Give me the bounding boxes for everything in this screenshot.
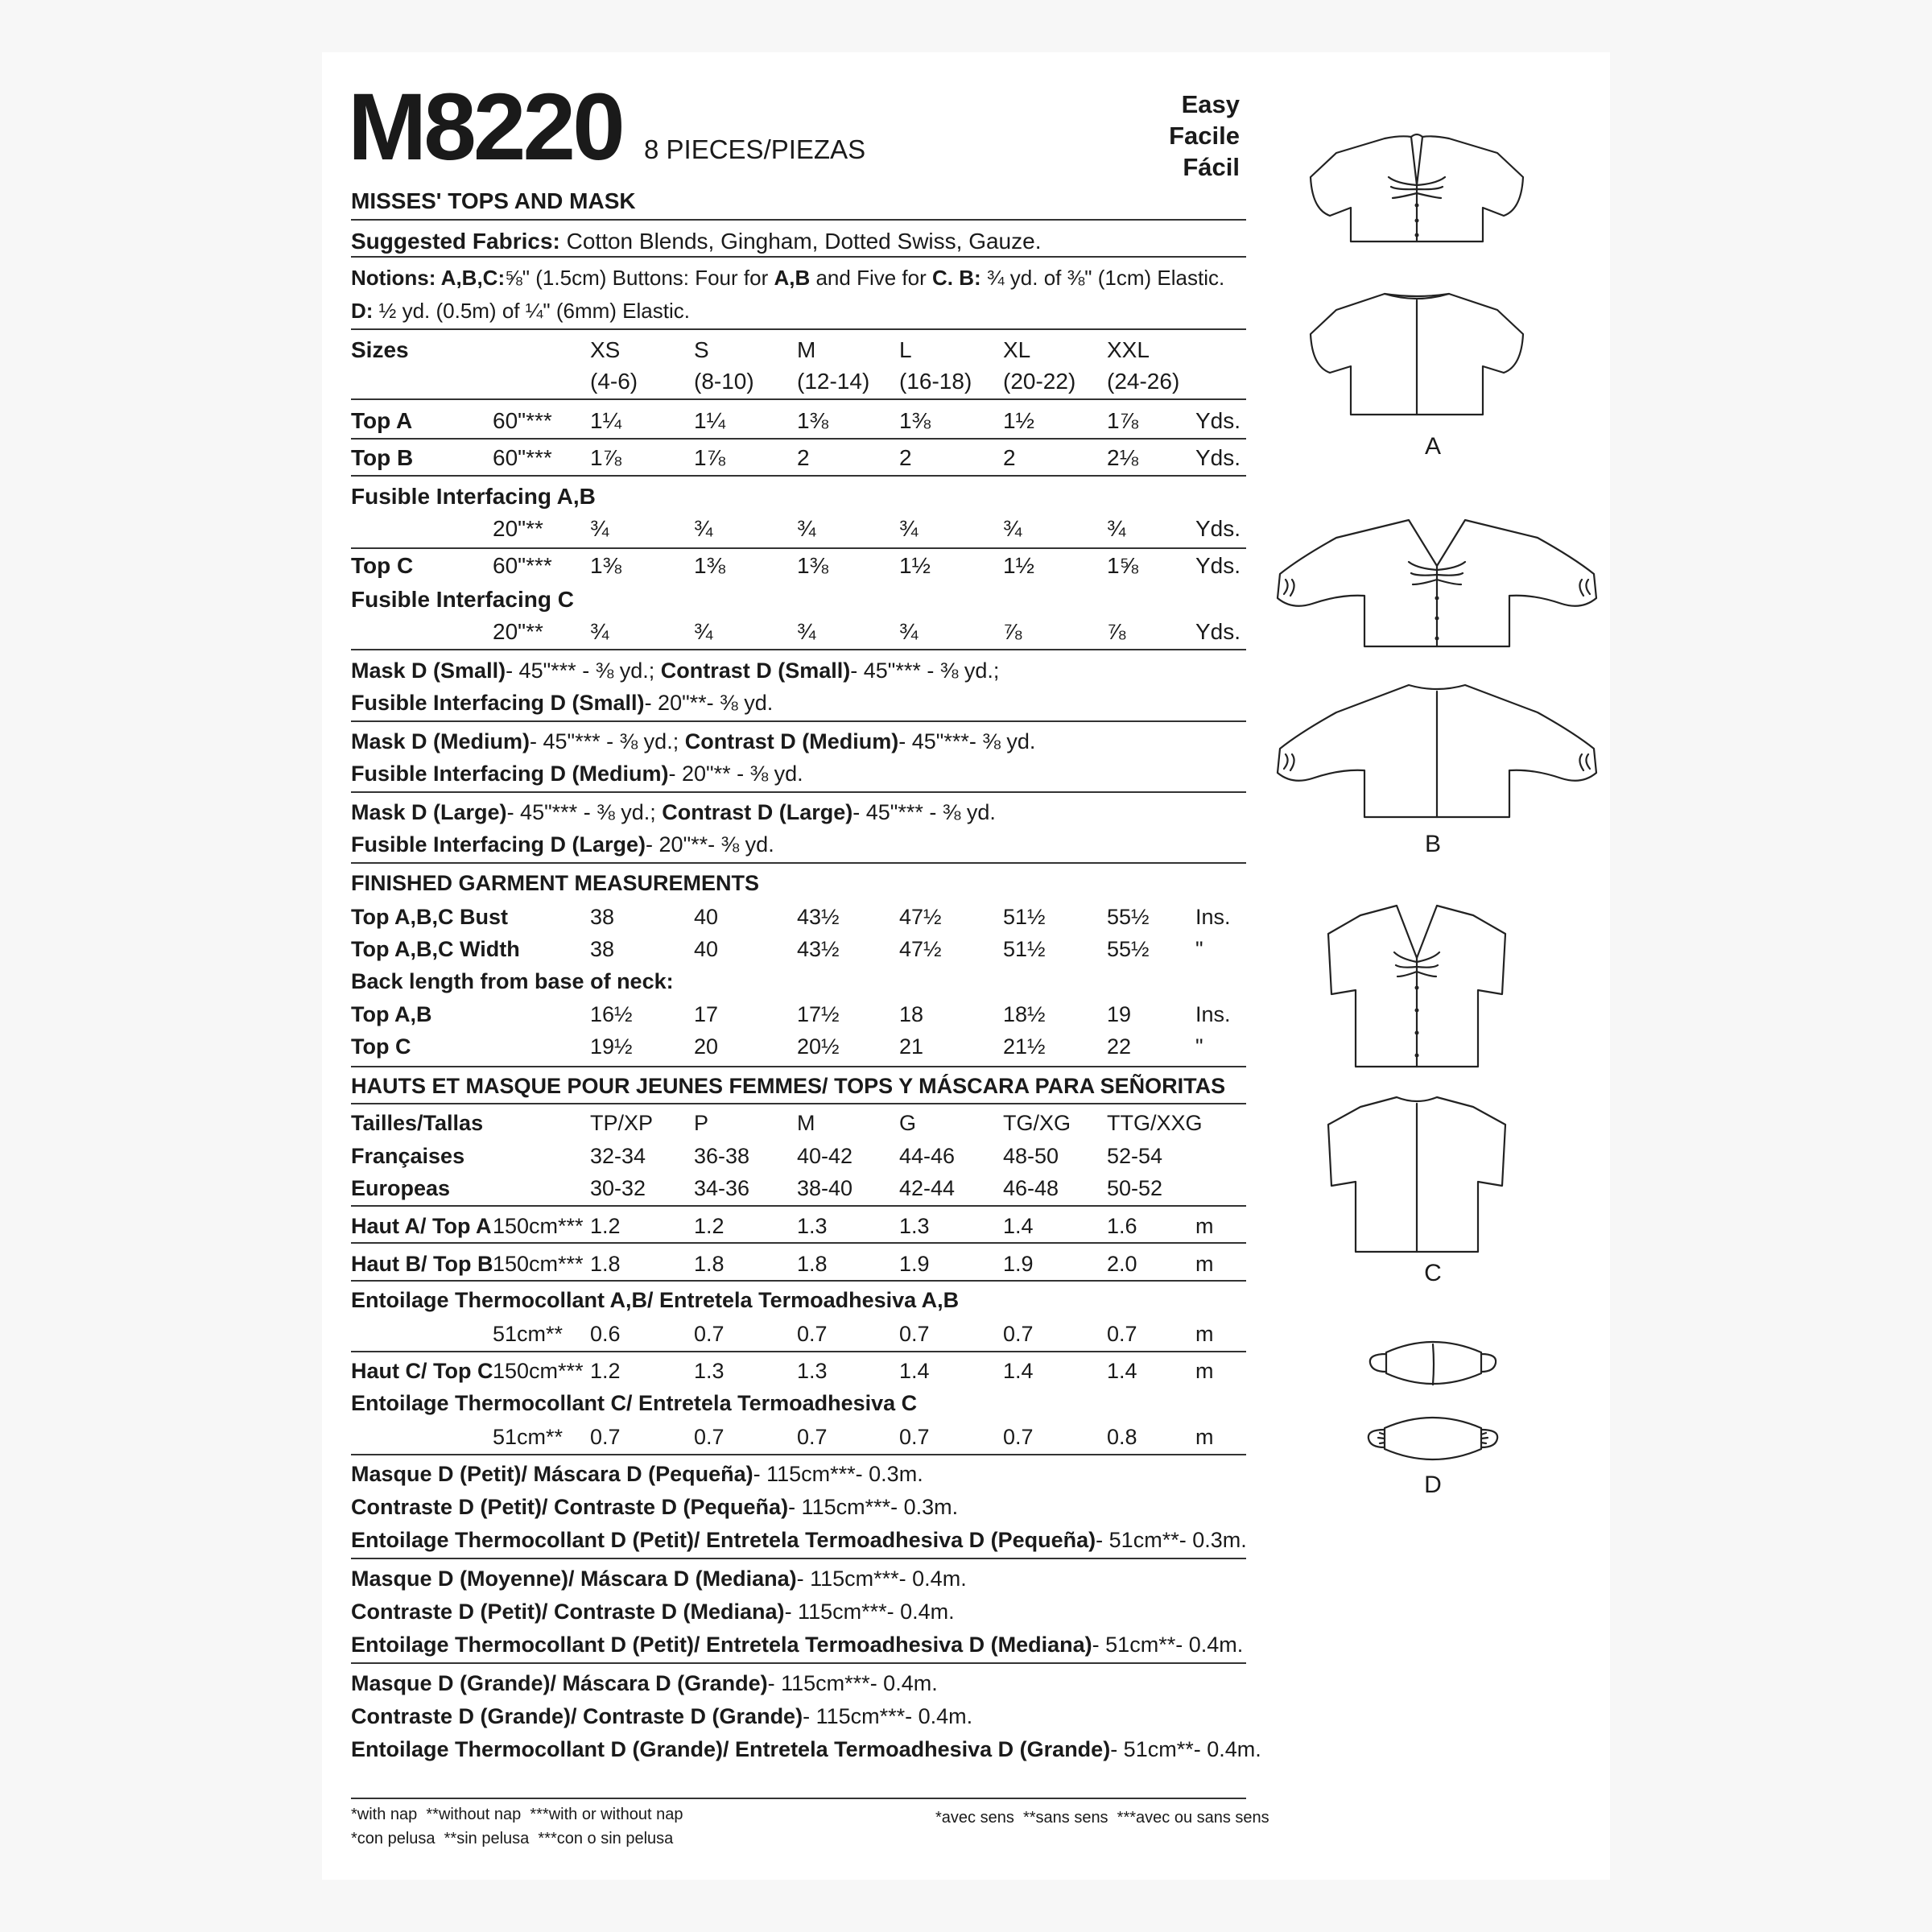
- size-range: (16-18): [899, 369, 972, 394]
- mask-line: [351, 1565, 967, 1592]
- table-cell: 46-48: [1003, 1176, 1059, 1200]
- table-cell: 44-46: [899, 1144, 956, 1168]
- divider: [351, 1798, 1246, 1799]
- divider: [351, 1103, 1246, 1104]
- table-cell: 1⅞: [1107, 408, 1138, 433]
- divider: [351, 1558, 1246, 1559]
- table-cell: 1.4: [1003, 1359, 1034, 1383]
- table-cell: 1.2: [590, 1359, 621, 1383]
- view-b-front-illustration: [1276, 506, 1598, 650]
- mask-label: Entoilage Thermocollant D (Petit)/ Entretela Termoadhesiva D (Mediana): [351, 1633, 1092, 1657]
- table-cell: 1.9: [1003, 1252, 1034, 1276]
- table-cell: 0.7: [694, 1425, 724, 1449]
- table-cell: 1.3: [694, 1359, 724, 1383]
- table-cell: 1½: [899, 553, 931, 578]
- fabric-width: 150cm***: [493, 1252, 584, 1276]
- view-c-label: C: [1424, 1260, 1442, 1286]
- divider: [351, 547, 1246, 549]
- notions-line-1: [351, 265, 1224, 291]
- row-label: Top A,B,C Bust: [351, 905, 508, 929]
- fabrics-label: Suggested Fabrics:: [351, 229, 560, 254]
- mask-label: Contraste D (Grande)/ Contraste D (Grande): [351, 1704, 803, 1728]
- mask-text: - 45"*** - ⅜ yd.;: [530, 729, 685, 753]
- table-cell: 1⅜: [899, 408, 931, 433]
- mask-text: - 115cm***- 0.4m.: [796, 1567, 967, 1591]
- table-cell: 0.7: [899, 1322, 930, 1346]
- row-label: Haut A/ Top A: [351, 1214, 492, 1238]
- fabric-width: 150cm***: [493, 1214, 584, 1238]
- table-cell: 40-42: [797, 1144, 853, 1168]
- divider: [351, 720, 1246, 722]
- table-cell: ¾: [899, 619, 919, 644]
- table-cell: 19½: [590, 1034, 633, 1059]
- row-label: Top C: [351, 1034, 411, 1059]
- table-cell: ¾: [1003, 516, 1022, 541]
- table-cell: 0.7: [1107, 1322, 1137, 1346]
- table-cell: M: [797, 1111, 815, 1135]
- table-cell: 22: [1107, 1034, 1132, 1059]
- view-a-back-illustration: [1296, 278, 1538, 431]
- fabric-width: 20"**: [493, 619, 543, 644]
- divider: [351, 649, 1246, 650]
- mask-medium-line-2: [351, 760, 803, 787]
- table-cell: 34-36: [694, 1176, 750, 1200]
- size-range: (20-22): [1003, 369, 1076, 394]
- mask-text: - 20"**- ⅜ yd.: [644, 691, 774, 715]
- mask-label: Fusible Interfacing D (Small): [351, 691, 645, 715]
- mask-label: Fusible Interfacing D (Large): [351, 832, 646, 857]
- notions-text: ½ yd. (0.5m) of ¼" (6mm) Elastic.: [373, 299, 690, 323]
- size-name: XL: [1003, 337, 1031, 362]
- table-cell: 1.6: [1107, 1214, 1137, 1238]
- table-cell: G: [899, 1111, 917, 1135]
- table-cell: 0.7: [1003, 1425, 1034, 1449]
- row-label: Françaises: [351, 1144, 465, 1168]
- row-label: Top A: [351, 408, 413, 433]
- mask-label: Masque D (Moyenne)/ Máscara D (Mediana): [351, 1567, 797, 1591]
- fabric-width: 51cm**: [493, 1322, 564, 1346]
- mask-text: - 51cm**- 0.3m.: [1096, 1528, 1247, 1552]
- mask-label: Mask D (Small): [351, 658, 506, 683]
- mask-text: - 20"** - ⅜ yd.: [668, 762, 803, 786]
- divider: [351, 791, 1246, 793]
- unit: Yds.: [1195, 553, 1241, 578]
- unit: Ins.: [1195, 905, 1231, 929]
- unit: ": [1195, 1034, 1203, 1059]
- fabrics-text: Cotton Blends, Gingham, Dotted Swiss, Gauze.: [566, 229, 1042, 254]
- table-cell: 0.7: [694, 1322, 724, 1346]
- mask-text: - 45"***- ⅜ yd.: [898, 729, 1036, 753]
- mask-label: Contraste D (Petit)/ Contraste D (Pequeña): [351, 1495, 789, 1519]
- mask-text: - 115cm***- 0.3m.: [753, 1462, 923, 1486]
- mask-label: Entoilage Thermocollant D (Grande)/ Entretela Termoadhesiva D (Grande): [351, 1737, 1111, 1761]
- table-cell: 2⅛: [1107, 445, 1138, 470]
- table-cell: 18: [899, 1002, 924, 1026]
- view-c-front-illustration: [1320, 898, 1513, 1071]
- table-cell: 1⅜: [694, 553, 725, 578]
- mask-label: Masque D (Grande)/ Máscara D (Grande): [351, 1671, 768, 1695]
- view-d-mask-back-illustration: [1367, 1410, 1500, 1467]
- table-cell: 38: [590, 937, 615, 961]
- table-cell: 0.7: [590, 1425, 621, 1449]
- table-cell: 1⅜: [797, 408, 828, 433]
- table-cell: 1.3: [899, 1214, 930, 1238]
- table-cell: 51½: [1003, 937, 1046, 961]
- table-cell: 43½: [797, 905, 840, 929]
- fabric-width: 150cm***: [493, 1359, 584, 1383]
- table-cell: 32-34: [590, 1144, 646, 1168]
- table-cell: 40: [694, 937, 719, 961]
- table-cell: 0.6: [590, 1322, 621, 1346]
- mask-small-line-1: [351, 657, 999, 684]
- table-cell: 1⅞: [590, 445, 621, 470]
- divider: [351, 438, 1246, 440]
- table-cell: 17½: [797, 1002, 840, 1026]
- table-cell: 1.3: [797, 1214, 828, 1238]
- table-cell: 1½: [1003, 553, 1034, 578]
- mask-text: - 51cm**- 0.4m.: [1110, 1737, 1261, 1761]
- table-cell: 43½: [797, 937, 840, 961]
- divider: [351, 328, 1246, 330]
- row-label: Haut B/ Top B: [351, 1252, 493, 1276]
- divider: [351, 219, 1246, 221]
- table-cell: 17: [694, 1002, 719, 1026]
- table-cell: 0.7: [1003, 1322, 1034, 1346]
- table-cell: 1.2: [590, 1214, 621, 1238]
- table-cell: 1¼: [590, 408, 621, 433]
- row-label: Top B: [351, 445, 414, 470]
- table-cell: 1.3: [797, 1359, 828, 1383]
- table-cell: 1½: [1003, 408, 1034, 433]
- unit: Yds.: [1195, 445, 1241, 470]
- mask-label: Contraste D (Petit)/ Contraste D (Mediana): [351, 1600, 785, 1624]
- mask-text: - 115cm***- 0.4m.: [767, 1671, 938, 1695]
- notions-line-2: [351, 298, 690, 324]
- table-cell: 2: [797, 445, 810, 470]
- fabric-width: 60"***: [493, 553, 552, 578]
- translation-heading: HAUTS ET MASQUE POUR JEUNES FEMMES/ TOPS Y MÁSCARA PARA SEÑORITAS: [351, 1074, 1226, 1098]
- table-cell: ¾: [694, 619, 713, 644]
- mask-label: Mask D (Large): [351, 800, 507, 824]
- table-cell: 20: [694, 1034, 719, 1059]
- table-cell: ¾: [1107, 516, 1126, 541]
- row-label: Fusible Interfacing C: [351, 587, 574, 612]
- footnote-fr: *avec sens **sans sens ***avec ou sans sens: [935, 1809, 1269, 1827]
- divider: [351, 475, 1246, 477]
- notions-text: ¾ yd. of ⅜" (1cm) Elastic.: [980, 266, 1225, 290]
- mask-text: - 115cm***- 0.4m.: [803, 1704, 973, 1728]
- table-cell: 1.4: [1107, 1359, 1137, 1383]
- unit: m: [1195, 1214, 1214, 1238]
- back-length-label: Back length from base of neck:: [351, 969, 674, 993]
- mask-line: [351, 1493, 958, 1521]
- size-name: XXL: [1107, 337, 1150, 362]
- unit: Yds.: [1195, 516, 1241, 541]
- pattern-number: M8220: [348, 74, 622, 180]
- table-cell: 0.7: [899, 1425, 930, 1449]
- notions-text: ⅝" (1.5cm) Buttons: Four for: [505, 266, 774, 290]
- table-cell: 1⅜: [590, 553, 621, 578]
- mask-text: - 115cm***- 0.4m.: [784, 1600, 955, 1624]
- mask-label: Contrast D (Medium): [684, 729, 899, 753]
- row-label: Fusible Interfacing A,B: [351, 484, 596, 509]
- measurements-heading: FINISHED GARMENT MEASUREMENTS: [351, 871, 760, 895]
- mask-line: [351, 1670, 938, 1697]
- pattern-title: MISSES' TOPS AND MASK: [351, 188, 636, 213]
- table-cell: TTG/XXG: [1107, 1111, 1203, 1135]
- view-d-label: D: [1424, 1472, 1442, 1498]
- table-cell: TG/XG: [1003, 1111, 1071, 1135]
- size-range: (8-10): [694, 369, 754, 394]
- mask-small-line-2: [351, 689, 773, 716]
- row-label: Haut C/ Top C: [351, 1359, 493, 1383]
- mask-line: [351, 1631, 1243, 1658]
- mask-line: [351, 1598, 955, 1625]
- divider: [351, 1242, 1246, 1244]
- fabric-width: 20"**: [493, 516, 543, 541]
- table-cell: 2: [1003, 445, 1016, 470]
- table-cell: 1.8: [694, 1252, 724, 1276]
- table-cell: 16½: [590, 1002, 633, 1026]
- unit: m: [1195, 1425, 1214, 1449]
- footnote-en: *with nap **without nap ***with or without nap: [351, 1806, 683, 1823]
- size-range: (4-6): [590, 369, 638, 394]
- table-cell: 1.9: [899, 1252, 930, 1276]
- size-name: L: [899, 337, 912, 362]
- table-cell: 55½: [1107, 937, 1150, 961]
- table-cell: 0.7: [797, 1322, 828, 1346]
- divider: [351, 398, 1246, 400]
- fabric-width: 51cm**: [493, 1425, 564, 1449]
- unit: ": [1195, 937, 1203, 961]
- mask-line: [351, 1703, 972, 1730]
- table-cell: 42-44: [899, 1176, 956, 1200]
- piece-count: 8 PIECES/PIEZAS: [644, 134, 866, 164]
- divider: [351, 256, 1246, 258]
- row-label: Top A,B: [351, 1002, 432, 1026]
- divider: [351, 862, 1246, 864]
- table-cell: 1⅞: [694, 445, 725, 470]
- divider: [351, 1205, 1246, 1207]
- table-cell: 18½: [1003, 1002, 1046, 1026]
- table-cell: 1⅜: [797, 553, 828, 578]
- table-cell: 1.8: [590, 1252, 621, 1276]
- notions-text: D:: [351, 299, 374, 323]
- table-cell: 21½: [1003, 1034, 1046, 1059]
- row-label: Top C: [351, 553, 414, 578]
- footnote-es: *con pelusa **sin pelusa ***con o sin pelusa: [351, 1830, 674, 1847]
- table-cell: 47½: [899, 905, 942, 929]
- row-label: Entoilage Thermocollant A,B/ Entretela Termoadhesiva A,B: [351, 1288, 960, 1312]
- mask-medium-line-1: [351, 728, 1035, 755]
- mask-text: - 51cm**- 0.4m.: [1092, 1633, 1244, 1657]
- view-c-back-illustration: [1320, 1091, 1513, 1256]
- suggested-fabrics: [351, 228, 1041, 255]
- table-cell: 51½: [1003, 905, 1046, 929]
- divider: [351, 1066, 1246, 1067]
- table-cell: ¾: [590, 619, 609, 644]
- table-cell: ¾: [590, 516, 609, 541]
- mask-label: Entoilage Thermocollant D (Petit)/ Entretela Termoadhesiva D (Pequeña): [351, 1528, 1096, 1552]
- fabric-width: 60"***: [493, 445, 552, 470]
- sizes-label: Sizes: [351, 337, 409, 362]
- table-cell: 0.8: [1107, 1425, 1137, 1449]
- table-cell: 1.4: [1003, 1214, 1034, 1238]
- table-cell: 20½: [797, 1034, 840, 1059]
- table-cell: 50-52: [1107, 1176, 1163, 1200]
- divider: [351, 1662, 1246, 1664]
- unit: m: [1195, 1322, 1214, 1346]
- mask-text: - 45"*** - ⅜ yd.;: [506, 800, 663, 824]
- mask-label: Masque D (Petit)/ Máscara D (Pequeña): [351, 1462, 753, 1486]
- table-cell: 19: [1107, 1002, 1132, 1026]
- mask-label: Contrast D (Small): [660, 658, 851, 683]
- difficulty-en: Easy: [1181, 90, 1240, 118]
- unit: Ins.: [1195, 1002, 1231, 1026]
- table-cell: 36-38: [694, 1144, 750, 1168]
- size-range: (12-14): [797, 369, 870, 394]
- divider: [351, 1280, 1246, 1282]
- notions-text: A,B: [774, 266, 811, 290]
- unit: m: [1195, 1359, 1214, 1383]
- divider: [351, 1351, 1246, 1352]
- table-cell: 40: [694, 905, 719, 929]
- mask-label: Mask D (Medium): [351, 729, 530, 753]
- table-cell: 55½: [1107, 905, 1150, 929]
- mask-label: Fusible Interfacing D (Medium): [351, 762, 669, 786]
- mask-text: - 45"*** - ⅜ yd.;: [850, 658, 1000, 683]
- table-cell: ⅞: [1107, 619, 1126, 644]
- notions-label: Notions: A,B,C:: [351, 266, 506, 290]
- unit: m: [1195, 1252, 1214, 1276]
- difficulty-fr: Facile: [1169, 122, 1240, 150]
- size-name: XS: [590, 337, 621, 362]
- table-cell: 1.4: [899, 1359, 930, 1383]
- table-cell: 1⅝: [1107, 553, 1138, 578]
- mask-large-line-1: [351, 799, 996, 826]
- view-a-front-illustration: [1296, 121, 1538, 242]
- table-cell: ¾: [797, 619, 816, 644]
- table-cell: 1.8: [797, 1252, 828, 1276]
- row-label: Europeas: [351, 1176, 451, 1200]
- mask-label: Contrast D (Large): [662, 800, 853, 824]
- mask-line: [351, 1460, 923, 1488]
- fabric-width: 60"***: [493, 408, 552, 433]
- mask-text: - 115cm***- 0.3m.: [788, 1495, 959, 1519]
- table-cell: 30-32: [590, 1176, 646, 1200]
- view-b-back-illustration: [1276, 680, 1598, 825]
- mask-line: [351, 1526, 1247, 1554]
- size-range: (24-26): [1107, 369, 1180, 394]
- difficulty-es: Fácil: [1183, 153, 1240, 181]
- table-cell: 52-54: [1107, 1144, 1163, 1168]
- size-name: M: [797, 337, 816, 362]
- view-b-label: B: [1424, 831, 1441, 857]
- table-cell: 1.2: [694, 1214, 724, 1238]
- table-cell: TP/XP: [590, 1111, 654, 1135]
- row-label: Tailles/Tallas: [351, 1111, 484, 1135]
- mask-large-line-2: [351, 831, 774, 858]
- table-cell: ¾: [899, 516, 919, 541]
- table-cell: 38-40: [797, 1176, 853, 1200]
- table-cell: ¾: [694, 516, 713, 541]
- unit: Yds.: [1195, 408, 1241, 433]
- mask-text: - 45"*** - ⅜ yd.: [852, 800, 996, 824]
- table-cell: 38: [590, 905, 615, 929]
- table-cell: 2: [899, 445, 912, 470]
- table-cell: 21: [899, 1034, 924, 1059]
- table-cell: 2.0: [1107, 1252, 1137, 1276]
- row-label: Top A,B,C Width: [351, 937, 520, 961]
- table-cell: 0.7: [797, 1425, 828, 1449]
- size-name: S: [694, 337, 709, 362]
- notions-text: and Five for: [810, 266, 932, 290]
- table-cell: 47½: [899, 937, 942, 961]
- mask-text: - 20"**- ⅜ yd.: [646, 832, 774, 857]
- mask-text: - 45"*** - ⅜ yd.;: [506, 658, 661, 683]
- notions-text: C. B:: [931, 266, 981, 290]
- mask-line: [351, 1736, 1261, 1763]
- row-label: Entoilage Thermocollant C/ Entretela Termoadhesiva C: [351, 1391, 918, 1415]
- table-cell: ¾: [797, 516, 816, 541]
- divider: [351, 1454, 1246, 1455]
- table-cell: P: [694, 1111, 709, 1135]
- view-a-label: A: [1424, 433, 1441, 460]
- table-cell: 48-50: [1003, 1144, 1059, 1168]
- table-cell: 1¼: [694, 408, 725, 433]
- unit: Yds.: [1195, 619, 1241, 644]
- table-cell: ⅞: [1003, 619, 1022, 644]
- view-d-mask-front-illustration: [1368, 1335, 1497, 1391]
